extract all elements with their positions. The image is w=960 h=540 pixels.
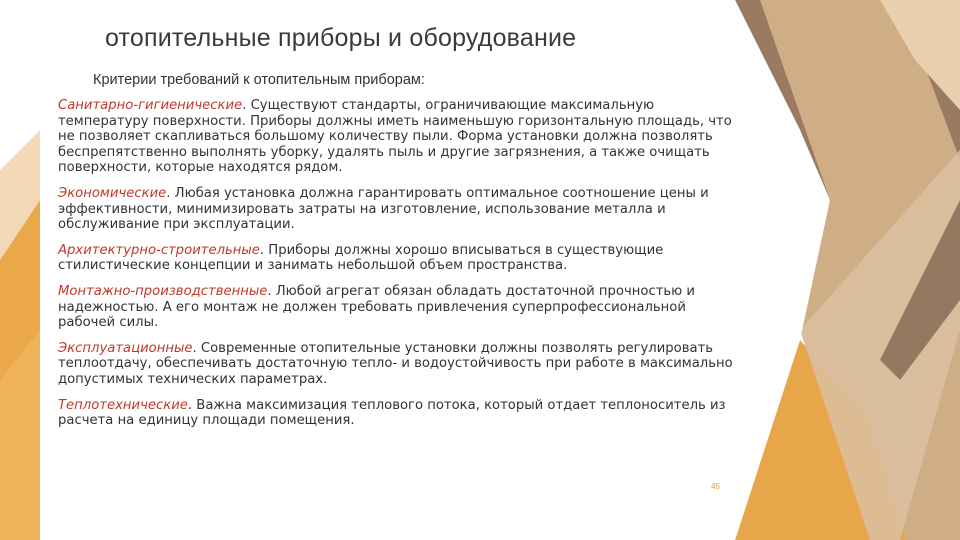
list-item xyxy=(56,284,746,331)
slide-subtitle: Критерии требований к отопительным приборам: xyxy=(93,72,425,88)
list-item xyxy=(56,186,746,233)
criterion-text: . Любой агрегат обязан обладать достаточной прочностью и надежностью. А его монтаж не должен требовать привлечения суперпрофессиональной рабочей силы. xyxy=(58,283,696,331)
list-item xyxy=(56,341,746,388)
criterion-term: Теплотехнические xyxy=(58,397,188,413)
list-item xyxy=(56,398,746,429)
criterion-term: Архитектурно-строительные xyxy=(58,242,260,258)
criterion-term: Экономические xyxy=(58,185,167,201)
criterion-text: . Существуют стандарты, ограничивающие максимальную температуру поверхности. Приборы должны иметь наименьшую горизонтальную площадь, что не позволяет скапливаться большому количеству пыли. Форма установки должна позволять беспрепятственно выполнять уборку, удалять пыль и другие загрязнения, а также очищать поверхности, которые находятся рядом. xyxy=(58,98,732,176)
list-item xyxy=(56,243,746,274)
criterion-text: . Важна максимизация теплового потока, который отдает теплоноситель из расчета на единицу площади помещения. xyxy=(58,397,726,429)
slide-title: отопительные приборы и оборудование xyxy=(105,24,577,52)
criterion-text: . Современные отопительные установки должны позволять регулировать теплоотдачу, обеспечивать достаточную тепло- и водоустойчивость при работе в максимально допустимых технических параметрах. xyxy=(58,340,733,387)
criterion-term: Монтажно-производственные xyxy=(58,283,268,299)
criterion-text: . Приборы должны хорошо вписываться в существующие стилистические концепции и занимать небольшой объем пространства. xyxy=(58,242,664,274)
criterion-term: Санитарно-гигиенические xyxy=(58,98,243,113)
page-number: 45 xyxy=(711,482,720,491)
criteria-list xyxy=(56,98,746,439)
criterion-text: . Любая установка должна гарантировать оптимальное соотношение цены и эффективности, минимизировать затраты на изготовление, использование металла и обслуживание при эксплуатации. xyxy=(58,185,709,233)
list-item xyxy=(56,98,746,176)
criterion-term: Эксплуатационные xyxy=(58,340,193,356)
